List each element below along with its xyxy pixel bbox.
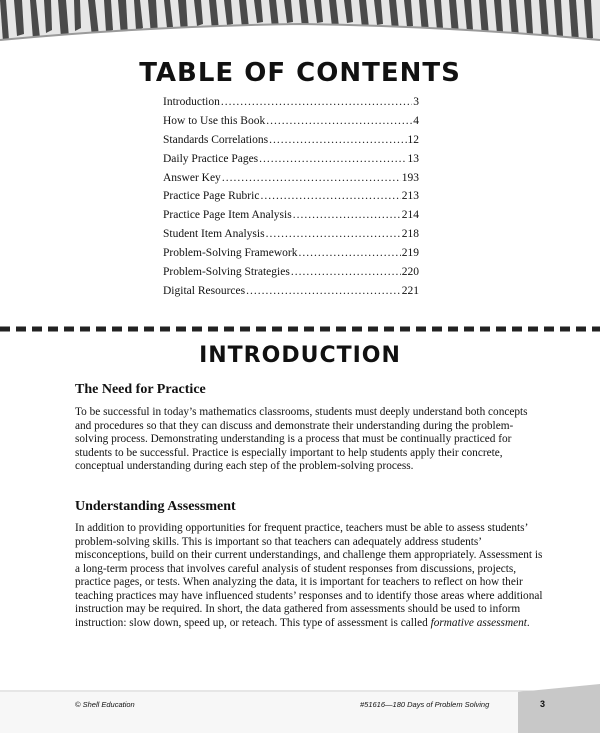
toc-entry[interactable] <box>163 228 419 247</box>
toc-entry[interactable] <box>163 115 419 134</box>
book-title-text: #51616—180 Days of Problem Solving <box>360 700 490 709</box>
toc-entry-title: Practice Page Rubric <box>163 190 260 203</box>
toc-leader-dots <box>246 285 401 297</box>
copyright-text: © Shell Education <box>75 700 135 709</box>
toc-entry-title: Digital Resources <box>163 284 246 297</box>
toc-entry[interactable] <box>163 153 419 172</box>
toc-entry-page: 13 <box>407 152 419 165</box>
toc-entry-page: 214 <box>401 209 419 222</box>
toc-entry[interactable] <box>163 172 419 191</box>
toc-leader-dots <box>298 247 400 259</box>
toc-entry-page: 193 <box>401 171 419 184</box>
toc-entry-page: 213 <box>401 190 419 203</box>
page-number-tab <box>518 684 600 733</box>
toc-entry-title: Problem-Solving Framework <box>163 247 298 260</box>
toc-entry-title: Answer Key <box>163 171 221 184</box>
toc-entry-title: How to Use this Book <box>163 114 266 127</box>
toc-entry-title: Standards Correlations <box>163 133 269 146</box>
toc-leader-dots <box>293 209 401 221</box>
toc-leader-dots <box>266 228 401 240</box>
dashed-section-divider <box>0 326 600 332</box>
understanding-assessment-paragraph <box>75 522 545 630</box>
toc-entry[interactable] <box>163 285 419 304</box>
toc-leader-dots <box>266 115 412 127</box>
toc-entry-title: Daily Practice Pages <box>163 152 259 165</box>
toc-entry-page: 3 <box>413 96 419 108</box>
page-number: 3 <box>540 699 546 709</box>
toc-leader-dots <box>291 266 401 278</box>
toc-entry[interactable] <box>163 134 419 153</box>
toc-entry-page: 12 <box>407 133 419 146</box>
toc-entry-title: Practice Page Item Analysis <box>163 209 292 222</box>
toc-entry[interactable] <box>163 266 419 285</box>
toc-entry-page: 221 <box>401 284 419 297</box>
assessment-text: In addition to providing opportunities for frequent practice, teachers must be able to assess students’ problem-solving skills. This is important so that teachers can adequately address students’ misconceptions, build on their current understandings, and challenge them appropriately. Assessment is a long-term process that involves careful analysis of student responses from discussions, projects, practice pages, or tests. When analyzing the data, it is important for teachers to reflect on how their teaching practices may have influenced students’ responses and to identify those areas where additional instruction may be required. In short, the data gathered from assessments should be used to inform instruction: slow down, speed up, or reteach. This type of assessment is called <box>75 522 543 629</box>
toc-entry-page: 219 <box>401 247 419 260</box>
toc-leader-dots <box>269 134 406 146</box>
formative-assessment-term: formative assessment <box>430 616 527 629</box>
toc-entry-page: 218 <box>401 228 419 241</box>
toc-entry-title: Introduction <box>163 96 220 108</box>
toc-entry-page: 220 <box>401 266 419 279</box>
assessment-text-end: . <box>526 616 530 629</box>
toc-entry[interactable] <box>163 247 419 266</box>
toc-leader-dots <box>222 172 401 184</box>
toc-leader-dots <box>260 190 400 202</box>
toc-entry[interactable] <box>163 209 419 228</box>
need-for-practice-heading: The Need for Practice <box>75 382 206 397</box>
toc-entry-title: Problem-Solving Strategies <box>163 266 290 279</box>
table-of-contents <box>163 96 419 304</box>
toc-entry-title: Student Item Analysis <box>163 228 265 241</box>
toc-entry[interactable] <box>163 96 419 115</box>
introduction-heading: INTRODUCTION <box>199 343 401 368</box>
toc-heading: TABLE OF CONTENTS <box>139 58 461 88</box>
need-for-practice-paragraph: To be successful in today’s mathematics classrooms, students must deeply understand both concepts and procedures so that they can discuss and demonstrate their understanding during the problem-solving process. Demonstrating understanding is a process that must be continually practiced for students to be successful. Practice is especially important to help students apply their concrete, conceptual understanding during each step of the problem-solving process. <box>75 406 528 472</box>
toc-entry[interactable] <box>163 190 419 209</box>
toc-entry-page: 4 <box>413 114 419 127</box>
toc-leader-dots <box>221 96 412 108</box>
footer-band <box>0 689 600 733</box>
toc-leader-dots <box>259 153 406 165</box>
understanding-assessment-heading: Understanding Assessment <box>75 499 236 514</box>
decorative-striped-banner <box>0 0 600 48</box>
